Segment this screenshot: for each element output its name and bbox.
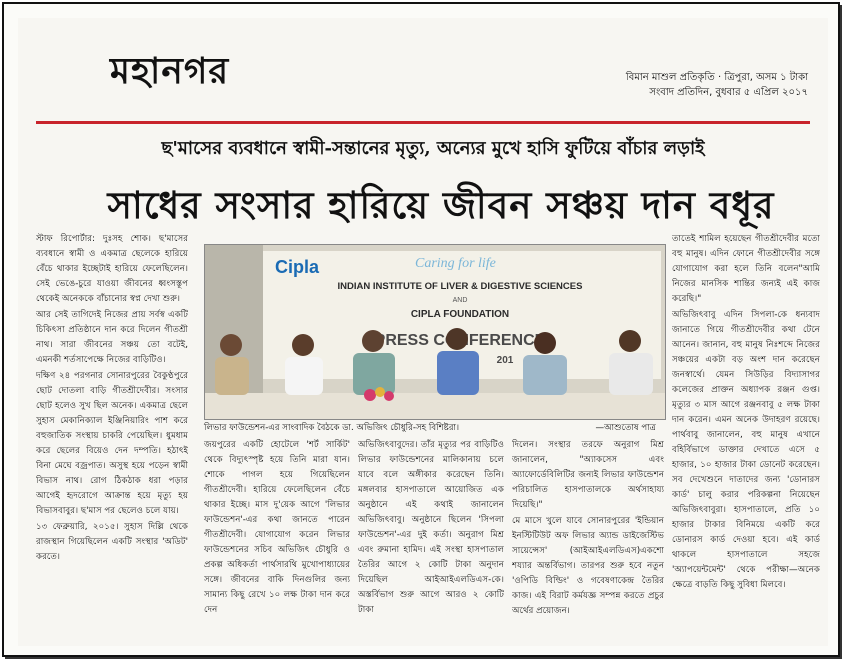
banner-line-4: PRESS CONFERENCE: [374, 332, 546, 349]
article-column-5: [672, 232, 820, 642]
red-rule: [36, 121, 810, 124]
masthead: [518, 70, 808, 100]
article-column-1: [36, 232, 188, 642]
column-1-paragraph-2: আর সেই তাগিদেই নিজের প্রায় সর্বস্ব একটি চিকিৎসা প্রতিষ্ঠানে দান করে দিলেন গীতশ্রী নাথ। সারা জীবনের সঞ্চয় তো বটেই, এমনকী শর্তসাপেক্ষে নিজের বাড়িটিও।: [36, 310, 188, 365]
column-4-paragraph-1: দিলেন। সংস্থার তরফে অনুরাগ মিশ্র জানালেন, "অ্যাকসেস এবং অ্যাফোর্ডেবিলিটির জন্যই লিভার ফাউন্ডেশন পরিচালিত হাসপাতালকে অর্থসাহায্য দিয়েছি।": [512, 440, 664, 510]
column-2-paragraph-1: জয়পুরের একটি হোটেলে 'শর্ট সার্কিট' থেকে বিদ্যুৎস্পৃষ্ট হয়ে তিনি মারা যান। শোকে পাগল হয়ে গিয়েছিলেন গীতশ্রীদেবী। হারিয়ে ফেলেছিলেন বেঁচে থাকার ইচ্ছে। মাস দু'য়েক আগে 'লিভার ফাউন্ডেশন'-এর কথা জানতে পারেন গীতশ্রীদেবী। যোগাযোগ করেন লিভার ফাউন্ডেশনের সচিব অভিজিৎ চৌধুরি ও প্রকল্প অধিকর্তা পার্থসারথি মুখোপাধ্যায়ের সঙ্গে। জীবনের বাকি দিনগুলির জন্য সামান্য কিছু রেখে ১০ লক্ষ টাকা দান করে দেন: [204, 440, 350, 615]
press-conference-photo: [204, 244, 666, 420]
column-3-paragraph-1: অভিজিৎবাবুদের। তাঁর মৃত্যুর পর বাড়িটিও লিভার ফাউন্ডেশনের মালিকানায় চলে যাবে বলে অঙ্গীকার করেছেন তিনি। মঙ্গলবার হাসপাতালে আয়োজিত এক অনুষ্ঠানে এই কথাই জানালেন অভিজিৎবাবু। অনুষ্ঠানে ছিলেন 'সিপলা ফাউন্ডেশন'-এর দুই কর্তা। অনুরাগ মিশ্র এবং রুমানা হামিদ। এই সংস্থা হাসপাতাল তৈরির আগে ২ কোটি টাকা অনুদান দিয়েছিল আইআইএলডিএস-কে। অস্তর্বিভাগ শুরু আগে আরও ২ কোটি টাকা: [358, 440, 504, 615]
headline: সাধের সংসার হারিয়ে জীবন সঞ্চয় দান বধূর: [107, 183, 775, 227]
banner-line-1: INDIAN INSTITUTE OF LIVER & DIGESTIVE SCIENCES: [337, 281, 583, 292]
column-1-paragraph-4: ১৩ ফেব্রুয়ারি, ২০১৫। সুহাস দিল্লি থেকে রাজস্থান গিয়েছিলেন একটি সংস্থার 'অডিট' করতে।: [36, 522, 188, 562]
banner-tagline: Caring for life: [415, 256, 496, 271]
masthead-line-1: বিমান মাশুল প্রতিকৃতি · ত্রিপুরা, অসম ১ টাকা: [625, 72, 808, 83]
subheadline: ছ'মাসের ব্যবধানে স্বামী-সন্তানের মৃত্যু, অন্যের মুখে হাসি ফুটিয়ে বাঁচার লড়াই: [161, 138, 705, 159]
column-4-paragraph-2: মে মাসে খুলে যাবে সোনারপুরের 'ইন্ডিয়ান ইনস্টিটিউট অফ লিভার অ্যান্ড ডাইজেস্টিভ সায়েন্সেস' (আইআইএলডিএস)একশো শয্যার অন্তর্বিভাগ। তারপর শুরু হবে নতুন 'ওপিডি বিল্ডিং' ও গবেষণাকেন্দ্র তৈরির কাজ। এই বিরাট কর্মযজ্ঞ সম্পন্ন করতে প্রচুর অর্থের প্রয়োজন।: [512, 516, 664, 616]
masthead-line-2: সংবাদ প্রতিদিন, বুধবার ৫ এপ্রিল ২০১৭: [649, 87, 808, 98]
article-column-2: [204, 438, 350, 638]
press-conference-photo-block: [204, 244, 664, 434]
article-column-4: [512, 438, 664, 638]
banner-line-3: CIPLA FOUNDATION: [410, 309, 510, 320]
banner-logo: Cipla: [275, 257, 320, 277]
column-1-paragraph-1: স্টাফ রিপোর্টার: দুঃসহ শোক। ছ'মাসের ব্যবধানে স্বামী ও একমাত্র ছেলেকে হারিয়ে বেঁচে থাকার ইচ্ছেটাই হারিয়ে ফেলেছিলেন। সেই ভেঙে-চুরে যাওয়া জীবনের ধ্বংসস্তূপ থেকেই অনেককে বাঁচানোর স্বপ্ন দেখা শুরু।: [36, 234, 188, 304]
photo-credit: —আশুতোষ পাত্র: [595, 423, 656, 433]
column-5-paragraph-1: তাতেই শামিল হয়েছেন গীতশ্রীদেবীর মতো বহু মানুষ। এদিন ফোনে গীতশ্রীদেবীর সঙ্গে যোগাযোগ করা হলে তিনি বলেন"আমি নিজের মানসিক শান্তির জন্যই এই কাজ করেছি।": [672, 234, 820, 304]
newspaper-page: [18, 18, 828, 646]
article-column-3: [358, 438, 504, 638]
banner-line-2: AND: [452, 297, 468, 304]
banner-year: 201: [496, 355, 514, 366]
section-title: মহানগর: [110, 50, 230, 92]
photo-caption: লিভার ফাউন্ডেশন-এর সাংবাদিক বৈঠকে ডা. অভিজিৎ চৌধুরি-সহ বিশিষ্টরা।: [204, 423, 460, 433]
column-5-paragraph-2: অভিজিৎবাবু এদিন সিপলা-কে ধন্যবাদ জানাতে গিয়ে গীতশ্রীদেবীর কথা টেনে আনেন। জানান, বহু মানুষ নিঃশব্দে নিজের সঞ্চয়ের একটা বড় অংশ দান করেছেন জনস্বার্থে। যেমন সিউড়ির বিদ্যাসাগর কলেজের প্রাক্তন অধ্যাপক রঞ্জন গুপ্ত। মৃত্যুর ৩ মাস আগে রঞ্জনবাবু ৫ লক্ষ টাকা দান করেন। এমন অনেক উদাহরণ রয়েছে। পার্থবাবু জানালেন, বহু মানুষ এখানে বহির্বিভাগে ডাক্তার দেখাতে এসে ৫ হাজার, ১০ হাজার টাকা ডোনেট করেছেন। সব দেখেশুনে দাতাদের জন্য 'ডোনারস কার্ড' চালু করার পরিকল্পনা নিয়েছেন অভিজিৎবাবুরা। হাসপাতালে, প্রতি ১০ হাজার টাকার বিনিময়ে একটি করে ডোনারস কার্ড দেওয়া হবে। এই কার্ড থাকলে হাসপাতালে সহজে 'অ্যাপয়েন্টমেন্ট' থেকে পরীক্ষা—অনেক ক্ষেত্রে বাড়তি কিছু সুবিধা মিলবে।: [672, 310, 820, 590]
column-1-paragraph-3: দক্ষিণ ২৪ পরগনার সোনারপুরের বৈকুণ্ঠপুরে ছোট দোতলা বাড়ি গীতশ্রীদেবীর। সংসার ছোট হলেও সুখ ছিল অনেক। একমাত্র ছেলে সুহাস মেকানিক্যাল ইঞ্জিনিয়ারিং পাশ করে বহুজাতিক সংস্থায় চাকরি পেয়েছিল। ধুমধাম করে ছেলের বিয়েও দেন দম্পতি। হঠাৎই বিনা মেঘে বজ্রপাত। অসুস্থ হয়ে পড়েন স্বামী বিভাস নাথ। রোগ ঠিকঠাক ধরা পড়ার আগেই হৃদরোগে আক্রান্ত হয়ে মৃত্যু হয় বিভাসবাবুর। ছ'মাস পর ছেলেও চলে যায়।: [36, 371, 188, 516]
newspaper-clipping-frame: [2, 2, 840, 657]
